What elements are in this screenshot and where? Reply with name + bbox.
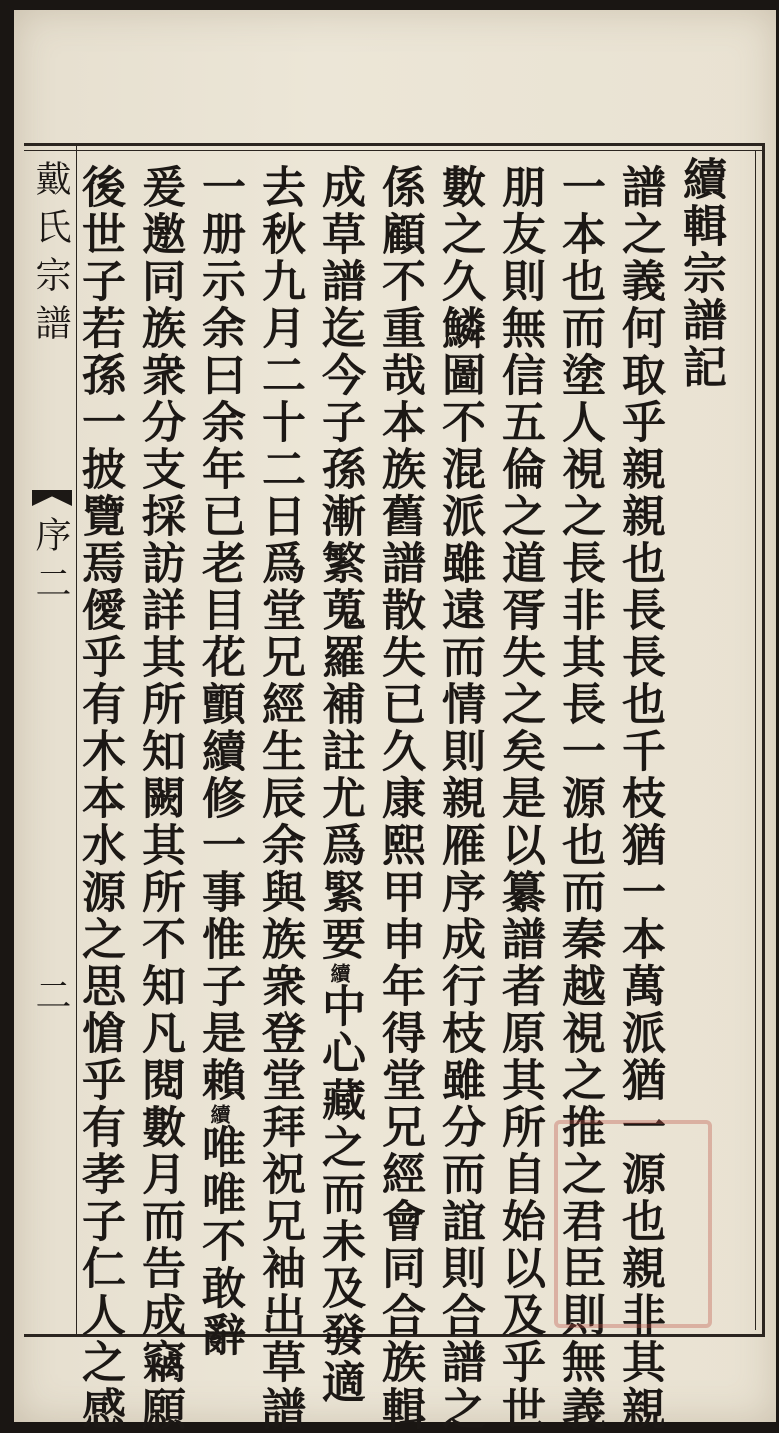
text-column-1: 譜之義何取乎親親也長長也千枝猶一本萬派猶一源也親非其親 [614,164,665,1433]
text-column-6-b: 中心藏之而未及發適 [314,983,365,1406]
text-column-8-b: 顫續修一事惟子是賴 [194,681,245,1104]
text-column-3: 朋友則無信五倫之道胥失之矣是以纂譜者原其所自始以及乎世 [494,164,545,1433]
text-column-7: 去秋九月二十二日爲堂兄經生辰余與族衆登堂拜祝兄袖出草譜 [254,164,305,1433]
text-column-2: 一本也而塗人視之長非其長一源也而秦越視之推之君臣則無義 [554,164,605,1433]
text-column-9: 爰邀同族衆分支採訪詳其所知闕其所不知凡閱數月而告成竊願 [134,164,185,1433]
text-column-6 [311,164,367,1406]
margin-section: 序二 [30,516,71,612]
text-column-6-a: 成草譜迄今子孫漸繁蒐羅補註尤爲緊要 [314,164,365,963]
margin-book-title: 戴氏宗譜 [30,160,71,352]
text-column-8 [191,164,247,1359]
text-column-8-a: 一册示余曰余年已老目花 [194,164,245,681]
document-title: 續輯宗譜記 [675,156,726,391]
small-annotation: 續 [327,963,351,983]
margin-page-number: 二 [30,976,71,1024]
small-annotation: 續 [207,1104,231,1124]
text-column-4: 數之久鱗圖不混派雖遠而情則親雁序成行枝雖分而誼則合譜之 [434,164,485,1433]
red-seal-stamp [554,1120,712,1328]
text-column-10: 後世子若孫一披覽焉僾乎有木本水源之思愴乎有孝子仁人之感 [74,164,125,1433]
text-column-5: 係顧不重哉本族舊譜散失已久康熙甲申年得堂兄經會同合族輯 [374,164,425,1433]
book-page [14,10,776,1433]
text-column-8-c: 唯唯不敢辭 [194,1124,245,1359]
fish-tail-mark [32,490,72,506]
